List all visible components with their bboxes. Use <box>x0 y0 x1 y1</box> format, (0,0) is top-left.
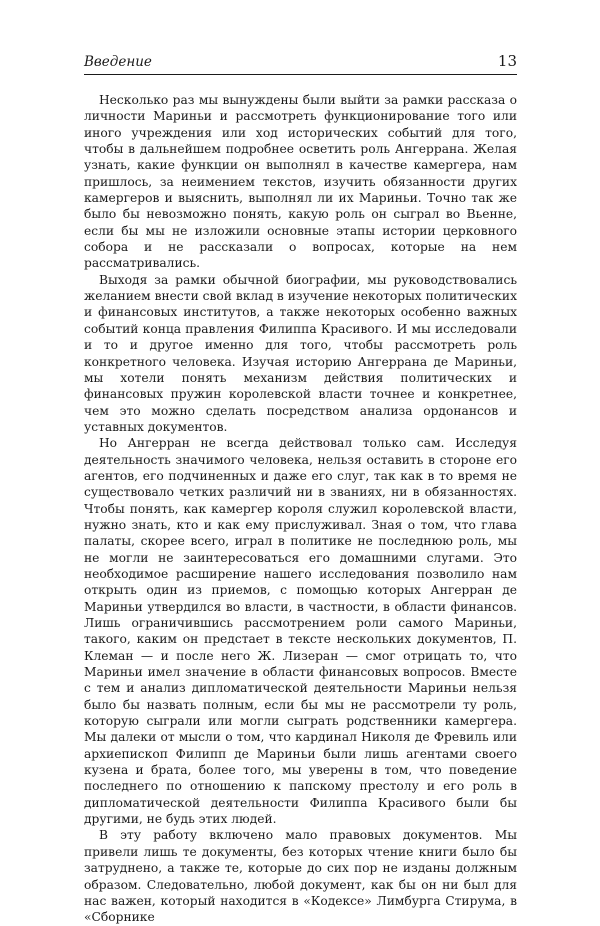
paragraph: Но Ангерран не всегда действовал только сам. Исследуя деятельность значимого человека, нельзя оставить в стороне его агентов, его подчиненных и даже его слуг, так как в то время не существовало четких различий ни в званиях, ни в обязанностях. Чтобы понять, как камергер короля служил королевской власти, нужно знать, кто и как ему прислуживал. Зная о том, что глава палаты, скорее всего, играл в политике не последнюю роль, мы не могли не заинтересоваться его домашними слугами. Это необходимое расширение нашего исследования позволило нам открыть один из приемов, с помощью которых Ангерран де Мариньи утвердился во власти, в частности, в области финансов. Лишь ограничившись рассмотрением роли самого Мариньи, такого, каким он предстает в тексте нескольких документов, П. Клеман — и после него Ж. Лизеран — смог отрицать то, что Мариньи имел значение в области финансовых вопросов. Вместе с тем и анализ дипломатической деятельности Мариньи нельзя было бы назвать полным, если бы мы не рассмотрели ту роль, которую сыграли или могли сыграть родственники камергера. Мы далеки от мысли о том, что кардинал Николя де Фревиль или архиепископ Филипп де Мариньи были лишь агентами своего кузена и брата, более того, мы уверены в том, что поведение последнего по отношению к папскому престолу и его роль в дипломатической деятельности Филиппа Красивого были бы другими, не будь этих людей. <box>84 436 517 827</box>
running-header <box>84 52 517 75</box>
page-number: 13 <box>497 52 517 70</box>
body-text <box>84 92 517 926</box>
paragraph: В эту работу включено мало правовых документов. Мы привели лишь те документы, без которых чтение книги было бы затруднено, а также те, которые до сих пор не изданы должным образом. Следовательно, любой документ, как бы он ни был для нас важен, который находится в «Кодексе» Лимбурга Стирума, в «Сборнике <box>84 828 517 925</box>
paragraph: Несколько раз мы вынуждены были выйти за рамки рассказа о личности Мариньи и рассмотреть функционирование того или иного учреждения или ход исторических событий для того, чтобы в дальнейшем подробнее осветить роль Ангеррана. Желая узнать, какие функции он выполнял в качестве камергера, нам пришлось, за неимением текстов, изучить обязанности других камергеров и выяснить, выполнял ли их Мариньи. Точно так же было бы невозможно понять, какую роль он сыграл во Вьенне, если бы мы не изложили основные этапы истории церковного собора и не рассказали о вопросах, которые на нем рассматривались. <box>84 93 517 271</box>
section-title: Введение <box>84 54 152 70</box>
paragraph: Выходя за рамки обычной биографии, мы руководствовались желанием внести свой вклад в изучение некоторых политических и финансовых институтов, а также некоторых особенно важных событий конца правления Филиппа Красивого. И мы исследовали и то и другое именно для того, чтобы рассмотреть роль конкретного человека. Изучая историю Ангеррана де Мариньи, мы хотели понять механизм действия политических и финансовых пружин королевской власти точнее и конкретнее, чем это можно сделать посредством анализа ордонансов и уставных документов. <box>84 272 517 434</box>
